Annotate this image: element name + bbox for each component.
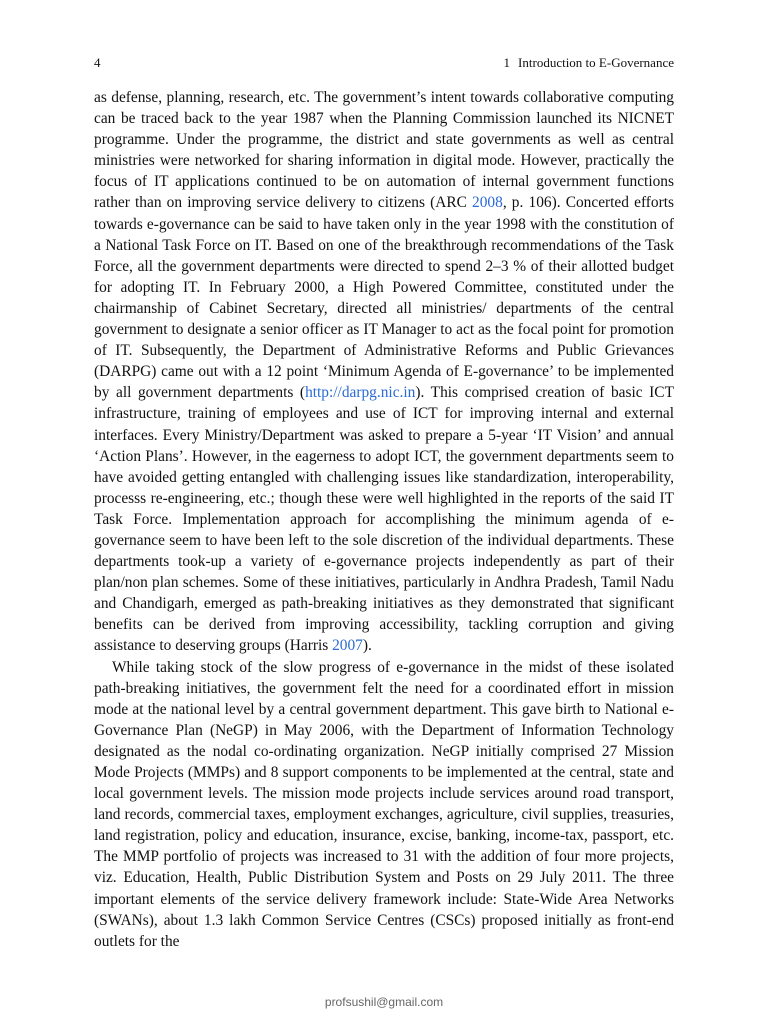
paragraph-1	[94, 87, 674, 657]
paragraph-1-text-a: as defense, planning, research, etc. The government’s intent towards collaborative computing can be traced back to the year 1987 when the Planning Commission launched its NICNET programme. Under the programme, the district and state governments as well as central ministries were networked for sharing information in digital mode. However, practically the focus of IT applications continued to be on automation of internal government functions rather than on improving service delivery to citizens (ARC	[94, 89, 674, 212]
page-number: 4	[94, 55, 101, 70]
chapter-heading	[504, 53, 674, 73]
darpg-link[interactable]: http://darpg.nic.in	[305, 384, 416, 402]
paragraph-1-text-c: ). This comprised creation of basic ICT infrastructure, training of employees and use of ICT for improving internal and external interfaces. Every Ministry/Department was asked to prepare a 5-year ‘IT Vision’ and annual ‘Action Plans’. However, in the eagerness to adopt ICT, the government departments seem to have avoided getting entangled with challenging issues like standardization, interoperability, processs re-engineering, etc.; though these were well highlighted in the reports of the said IT Task Force. Implementation approach for accomplishing the minimum agenda of e-governance seem to have been left to the sole discretion of the individual departments. These departments took-up a variety of e-governance projects independently as part of their plan/non plan schemes. Some of these initiatives, particularly in Andhra Pradesh, Tamil Nadu and Chandigarh, emerged as path-breaking initiatives as they demonstrated that significant benefits can be derived from improving accessibility, tackling corruption and giving assistance to deserving groups (Harris	[94, 384, 674, 655]
chapter-title: Introduction to E-Governance	[518, 55, 674, 70]
paragraph-1-text-b: , p. 106). Concerted efforts towards e-governance can be said to have taken only in the year 1998 with the constitution of a National Task Force on IT. Based on one of the breakthrough recommendations of the Task Force, all the government departments were directed to spend 2–3 % of their allotted budget for adopting IT. In February 2000, a High Powered Committee, constituted under the chairmanship of Cabinet Secretary, directed all ministries/ departments of the central government to designate a senior officer as IT Manager to act as the focal point for promotion of IT. Subsequently, the Department of Administrative Reforms and Public Grievances (DARPG) came out with a 12 point ‘Minimum Agenda of E-governance’ to be implemented by all government departments (	[94, 194, 675, 402]
chapter-number: 1	[503, 55, 511, 70]
body-text	[94, 87, 674, 952]
footer-email: profsushil@gmail.com	[324, 995, 444, 1009]
citation-harris-2007[interactable]: 2007	[332, 637, 363, 655]
paragraph-1-text-d: ).	[362, 637, 372, 655]
citation-arc-2008[interactable]: 2008	[472, 194, 503, 212]
running-header	[94, 53, 674, 73]
paragraph-2: While taking stock of the slow progress of e-governance in the midst of these isolated path-breaking initiatives, the government felt the need for a coordinated effort in mission mode at the national level by a central government department. This gave birth to National e-Governance Plan (NeGP) in May 2006, with the Department of Information Technology designated as the nodal co-ordinating organization. NeGP initially comprised 27 Mission Mode Projects (MMPs) and 8 support components to be implemented at the central, state and local government levels. The mission mode projects include services around road transport, land records, commercial taxes, employment exchanges, agriculture, civil supplies, treasuries, land registration, policy and education, insurance, excise, banking, income-tax, passport, etc. The MMP portfolio of projects was increased to 31 with the addition of four more projects, viz. Education, Health, Public Distribution System and Posts on 29 July 2011. The three important elements of the service delivery framework include: State-Wide Area Networks (SWANs), about 1.3 lakh Common Service Centres (CSCs) proposed initially as front-end outlets for the	[94, 658, 674, 950]
